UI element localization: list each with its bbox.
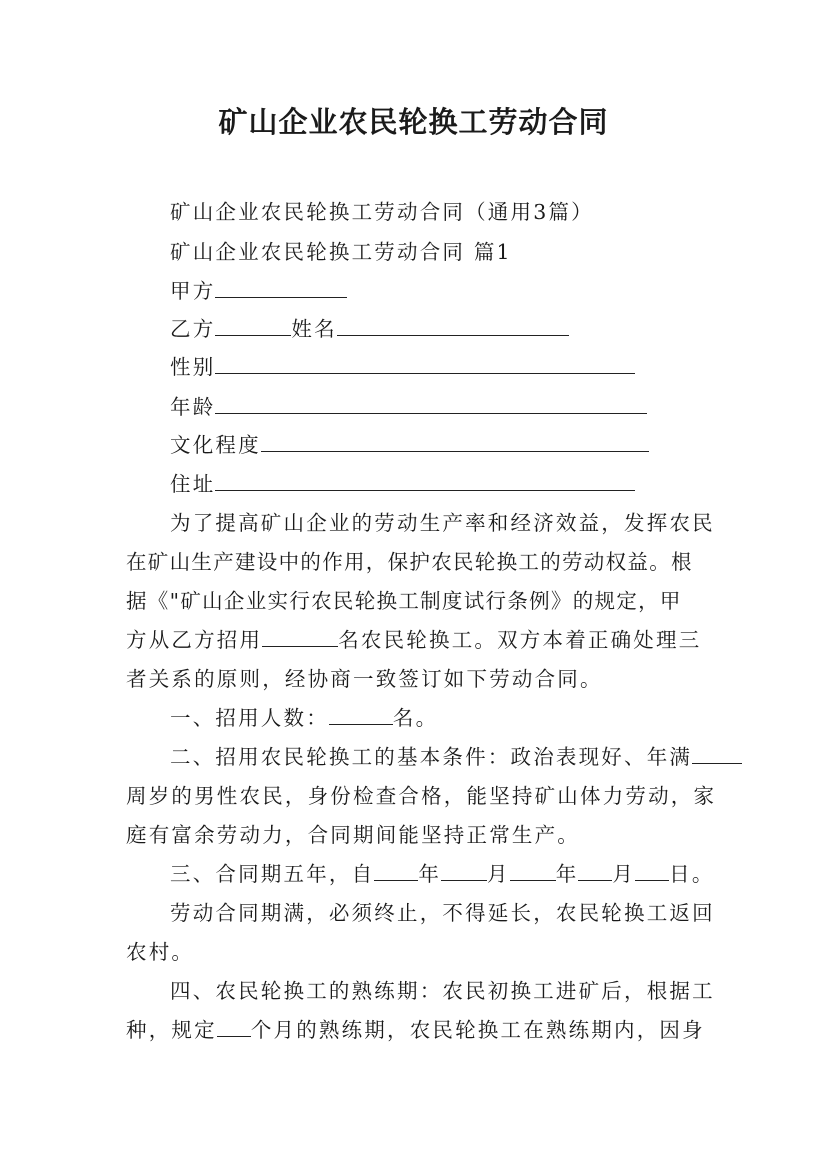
clause1-suffix: 名。 (392, 706, 439, 730)
clause2-text: 二、招用农民轮换工的基本条件：政治表现好、年满 (170, 745, 693, 769)
gender-field (170, 353, 635, 381)
party-a-label: 甲方 (170, 279, 216, 303)
clause1-line (170, 704, 438, 732)
clause3-line1 (170, 860, 715, 888)
start-month-label: 月 (487, 862, 510, 886)
paragraph1-line1: 为了提高矿山企业的劳动生产率和经济效益，发挥农民 (170, 511, 715, 535)
clause1-blank (329, 704, 393, 725)
age-field (170, 393, 647, 421)
clause2-age-blank (692, 743, 742, 764)
clause4-line2 (126, 1016, 705, 1044)
part-heading: 矿山企业农民轮换工劳动合同 篇1 (170, 240, 512, 264)
start-month-blank (441, 860, 487, 881)
education-label: 文化程度 (170, 433, 261, 457)
paragraph1-line4 (126, 626, 701, 654)
end-year-label: 年 (555, 862, 579, 886)
paragraph1-line2: 在矿山生产建设中的作用，保护农民轮换工的劳动权益。根 (126, 550, 693, 574)
address-label: 住址 (170, 472, 216, 496)
clause4-prefix: 种，规定 (126, 1018, 217, 1042)
party-b-field (170, 315, 569, 343)
clause1-label: 一、招用人数： (170, 706, 329, 730)
clause2-line2: 周岁的男性农民，身份检查合格，能坚持矿山体力劳动，家 (126, 784, 717, 808)
document-title: 矿山企业农民轮换工劳动合同 (218, 105, 609, 139)
recruit-count-blank (262, 626, 338, 647)
end-day-blank (635, 860, 669, 881)
clause3-line2: 劳动合同期满，必须终止，不得延长，农民轮换工返回 (170, 901, 715, 925)
name-blank (337, 315, 569, 336)
gender-label: 性别 (170, 355, 216, 379)
address-blank (215, 470, 635, 491)
end-month-label: 月 (612, 862, 636, 886)
name-label: 姓名 (291, 317, 337, 341)
education-field (170, 431, 649, 459)
paragraph1-line5: 者关系的原则，经协商一致签订如下劳动合同。 (126, 667, 603, 691)
age-blank (215, 393, 647, 414)
end-day-label: 日。 (669, 862, 715, 886)
paragraph1-line3: 据《"矿山企业实行农民轮换工制度试行条例》的规定，甲 (126, 589, 682, 613)
party-a-field (170, 277, 347, 305)
start-year-blank (374, 860, 418, 881)
gender-blank (215, 353, 635, 374)
clause2-line3: 庭有富余劳动力，合同期间能坚持正常生产。 (126, 823, 580, 847)
clause4-suffix: 个月的熟练期，农民轮换工在熟练期内，因身 (250, 1018, 705, 1042)
age-label: 年龄 (170, 395, 216, 419)
clause2-line1 (170, 743, 742, 771)
end-month-blank (578, 860, 612, 881)
party-a-blank (215, 277, 347, 298)
clause4-line1: 四、农民轮换工的熟练期：农民初换工进矿后，根据工 (170, 979, 715, 1003)
document-subtitle: 矿山企业农民轮换工劳动合同（通用3篇） (170, 200, 594, 224)
party-b-blank (215, 315, 291, 336)
start-year-label: 年 (418, 862, 442, 886)
address-field (170, 470, 635, 498)
clause3-prefix: 三、合同期五年，自 (170, 862, 375, 886)
training-months-blank (217, 1016, 251, 1037)
end-year-blank (510, 860, 556, 881)
party-b-label: 乙方 (170, 317, 216, 341)
recruit-count-prefix: 方从乙方招用 (126, 628, 263, 652)
clause3-line3: 农村。 (126, 940, 195, 964)
recruit-count-suffix: 名农民轮换工。双方本着正确处理三 (338, 628, 702, 652)
education-blank (261, 431, 649, 452)
